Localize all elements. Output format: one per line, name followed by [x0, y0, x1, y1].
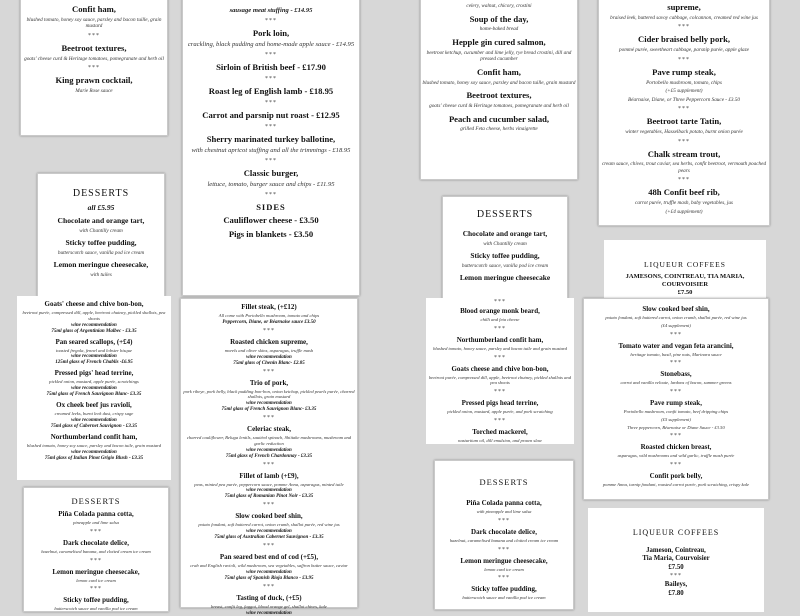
item-desc: peas, minted pea purée, peppercorn sauce, pomme Anna, asparagus, minted tuile: [194, 481, 344, 487]
menu-item: [584, 443, 768, 468]
item-title: Blood orange monk beard,: [460, 307, 540, 315]
separator: ***: [498, 575, 510, 582]
menu-item: [21, 5, 167, 39]
wine-glass: 75ml glass of Italian Pinot Grigio Blush - £3.35: [44, 455, 144, 461]
item-title: Piña Colada panna cotta,: [466, 499, 542, 507]
coffee-price: £7.50: [668, 563, 684, 571]
menu-item: [24, 568, 168, 593]
item-title: Piña Colada panna cotta,: [58, 510, 134, 518]
item-title: Pork loin,: [252, 28, 290, 39]
menu-item: [181, 512, 357, 549]
wine-recommendation: wine recommendation: [246, 529, 292, 535]
menu-item: [599, 188, 769, 215]
menu-card-mains-centre: [426, 298, 574, 444]
item-desc: blushed tomato, honey soy sauce, parsley and bacon tuille, grain mustard: [422, 79, 576, 86]
item-title: Sirloin of British beef - £17.90: [216, 62, 326, 73]
item-title: Cider braised belly pork,: [638, 34, 730, 45]
wine-recommendation: wine recommendation: [71, 386, 117, 392]
item-title: Lemon meringue cheesecake,: [53, 260, 149, 270]
menu-item: [17, 401, 171, 429]
separator: ***: [263, 415, 275, 422]
item-supplement: (+£5 supplement): [665, 88, 703, 95]
item-title: Soup of the day,: [469, 13, 529, 24]
menu-item: [435, 499, 573, 524]
item-title: Slow cooked beef shin,: [642, 305, 710, 313]
menu-item: [443, 274, 567, 283]
separator: ***: [263, 368, 275, 375]
separator: ***: [498, 546, 510, 553]
item-title: Chalk stream trout,: [647, 148, 721, 159]
wine-glass: 75ml glass of Romanian Pinot Noir - £3.35: [224, 494, 314, 500]
separator: ***: [265, 123, 277, 130]
wine-glass: 75ml glass of French Sauvignon Blanc- £3.35: [221, 407, 317, 413]
item-desc: nasturtium oil, dill emulsion, and prawn slaw: [458, 437, 542, 443]
separator: ***: [88, 65, 100, 72]
separator: ***: [263, 543, 275, 550]
item-title: Pressed pigs head terrine,: [461, 399, 539, 408]
wine-glass: 75ml glass of Cabernet Sauvignon - £3.35: [50, 423, 138, 429]
item-title: Pressed pigs' head terrine,: [54, 369, 134, 378]
item-desc: charred cauliflower, Beluga lentils, sautéed spinach, Shiitake mushrooms, mushroom and garlic reduction: [186, 435, 352, 446]
separator: ***: [494, 389, 506, 396]
menu-item: [24, 596, 168, 612]
separator: ***: [670, 360, 682, 367]
item-desc: carrot and vanilla veloute, lardons of bacon, summer greens: [620, 380, 732, 386]
item-desc: with tuiles: [90, 272, 112, 279]
wine-glass: 75ml glass of Chenin Blanc- £2.85: [233, 360, 305, 366]
item-title: Fillet of lamb (+£9),: [239, 471, 299, 480]
item-desc: potato fondant, soft buttered carrot, onion crumb, shallot purée, red wine jus: [605, 315, 747, 321]
menu-item: [584, 399, 768, 439]
item-title: Roasted chicken breast,: [640, 443, 712, 452]
menu-card-mains-right: [598, 0, 770, 226]
wine-recommendation: wine recommendation: [71, 417, 117, 423]
item-title: King prawn cocktail,: [55, 75, 133, 86]
separator: ***: [670, 573, 682, 580]
wine-glass: 75ml glass of French Sauvignon Blanc- £3.35: [46, 392, 142, 398]
item-desc: creamed leeks, burnt leek dust, crispy sage: [54, 411, 134, 417]
item-desc: butterscotch sauce and vanilla pod ice cream: [54, 606, 138, 612]
separator: ***: [263, 327, 275, 334]
item-title: Lemon meringue cheesecake: [459, 273, 551, 283]
menu-card-starters-left: [20, 0, 168, 136]
item-desc: blushed tomato, honey soy sauce, parsley and bacon tuile, grain mustard: [26, 442, 162, 448]
item-desc: winter vegetables, Hasselback potato, burnt onion purée: [625, 129, 743, 135]
item-title: Pan seared best end of cod (+£5),: [219, 553, 319, 562]
separator: ***: [494, 417, 506, 424]
wine-recommendation: wine recommendation: [246, 488, 292, 494]
menu-item: [181, 472, 357, 509]
separator: ***: [90, 586, 102, 593]
item-desc: pomme Anna, turnip fondant, roasted carrot purée, pork scratching, crispy kale: [602, 482, 750, 488]
item-desc: pickled onion, mustard, apple purée, and pork scratching: [447, 409, 553, 415]
wine-glass: 75ml glass of Argentinian Malbec - £3.35: [51, 328, 137, 334]
separator: ***: [678, 138, 690, 145]
menu-item: [183, 135, 359, 164]
item-desc: carrot purée, truffle mash, baby vegetables, jus: [635, 200, 733, 207]
item-desc: toasted fregola, fennel and lobster bisque: [55, 347, 133, 353]
separator: ***: [265, 52, 277, 59]
wine-recommendation: wine recommendation: [246, 610, 292, 616]
menu-item: [443, 230, 567, 247]
item-title: Lemon meringue cheesecake,: [460, 556, 548, 565]
item-title: Goats cheese and chive bon-bon,: [451, 364, 549, 373]
separator: ***: [90, 557, 102, 564]
menu-item: [17, 338, 171, 366]
item-desc: Portobello mushroom, confit tomato, beef dripping chips: [623, 409, 729, 415]
item-title: Beetroot tarte Tatin,: [646, 116, 722, 127]
side-item: Pigs in blankets - £3.50: [228, 229, 314, 240]
separator: ***: [265, 76, 277, 83]
item-title: Sticky toffee pudding,: [63, 596, 129, 605]
separator: ***: [678, 177, 690, 184]
menu-card-desserts-bottom-left: [23, 487, 169, 612]
menu-item: [181, 379, 357, 422]
item-desc: with Chantilly cream: [79, 227, 123, 234]
item-desc: with Chantilly cream: [483, 240, 527, 247]
item-title: Celeriac steak,: [247, 425, 291, 434]
item-title: Sticky toffee pudding,: [65, 238, 137, 248]
item-title: Peach and cucumber salad,: [448, 113, 550, 124]
item-title: Hepple gin cured salmon,: [452, 36, 546, 47]
item-title: Torched mackerel,: [472, 427, 528, 436]
item-title: Pave rump steak,: [652, 66, 716, 77]
item-desc: pommé purée, sweetheart cabbage, parsnip purée, apple glaze: [619, 47, 749, 54]
item-desc: lemon curd ice cream: [484, 566, 524, 572]
menu-item: [435, 585, 573, 601]
item-title: Pan seared scallops, (+£4): [55, 337, 133, 346]
item-title: Chocolate and orange tart,: [57, 216, 145, 225]
item-desc: breast, confit leg, faggot, blood orange gel, shallot chives, kale: [211, 603, 327, 609]
item-desc: lemon curd ice cream: [76, 577, 116, 583]
menu-card-desserts-centre: [442, 196, 568, 302]
item-title: supreme,: [667, 2, 701, 12]
menu-item: [421, 38, 577, 63]
wine-recommendation: wine recommendation: [71, 449, 117, 455]
wine-recommendation: wine recommendation: [71, 354, 117, 360]
item-title: Tomato water and vegan feta arancini,: [618, 341, 734, 350]
menu-item: [599, 35, 769, 62]
menu-item: [181, 338, 357, 375]
menu-item: [183, 169, 359, 198]
item-supplement: (£5 supplement): [661, 416, 691, 422]
menu-card-liqueur-coffees-top: [604, 240, 766, 300]
item-title: Sticky toffee pudding,: [470, 251, 540, 261]
item-desc: blushed tomato, honey sauce, parsley and bacon tuile and grain mustard: [433, 345, 567, 351]
menu-item: [24, 539, 168, 564]
baileys-label: Baileys,: [664, 581, 688, 589]
item-desc: goats' cheese curd & Heritage tomatoes, pomegranate and herb oil: [429, 103, 569, 109]
menu-item: [584, 472, 768, 488]
menu-item: [17, 369, 171, 397]
menu-item: [599, 117, 769, 144]
menu-item: [435, 528, 573, 553]
menu-item: [181, 303, 357, 334]
separator: ***: [263, 502, 275, 509]
item-title: Goats' cheese and chive bon-bon,: [44, 300, 144, 308]
menu-card-starters-wine: [17, 296, 171, 480]
wine-recommendation: wine recommendation: [71, 322, 117, 328]
item-desc: asparagus, wild mushrooms and wild garlic, truffle mash purée: [617, 453, 735, 459]
side-item: Cauliflower cheese - £3.50: [223, 215, 319, 226]
menu-item: [421, 91, 577, 109]
item-desc: pineapple and lime salsa: [73, 520, 119, 526]
wine-recommendation: wine recommendation: [246, 354, 292, 360]
menu-item: [584, 342, 768, 367]
item-desc: hazelnut, caramelised banana, and clotted cream ice cream: [41, 548, 151, 554]
item-title: Confit ham,: [477, 66, 521, 77]
menu-item: [584, 370, 768, 395]
item-desc: with chestnut apricot stuffing and all the trimmings - £18.95: [191, 146, 351, 154]
item-title: Northumberland confit ham,: [50, 432, 138, 441]
item-desc: morels and oliver skins, asparagus, truffle mash: [224, 347, 314, 353]
item-desc: beetroot purée, compressed dill, apple, beetroot chutney, pickled shallots and pea shoots: [429, 374, 571, 386]
item-desc: grilled Feta cheese, herbs vinaigrette: [460, 126, 538, 133]
item-desc: lettuce, tomato, burger sauce and chips - £11.95: [207, 180, 335, 188]
item-title: Pave rump steak,: [650, 399, 702, 408]
menu-item: [181, 553, 357, 590]
coffee-names-line1: Jameson, Cointreau,: [646, 547, 706, 554]
item-desc: heritage tomato, basil, pine nuts, Marinara sauce: [630, 351, 722, 357]
menu-item: [426, 428, 574, 444]
menu-item: [17, 300, 171, 334]
section-header: LIQUEUR COFFEES: [632, 528, 720, 537]
item-desc: goats' cheese curd & Heritage tomatoes, pomegranate and herb oil: [24, 55, 164, 62]
menu-item: [24, 510, 168, 535]
item-desc: blushed tomato, honey soy sauce, parsley and bacon tuille, grain mustard: [26, 16, 162, 30]
item-desc: with pineapple and lime salsa: [476, 509, 532, 515]
section-header: DESSERTS: [479, 477, 529, 487]
separator: ***: [670, 389, 682, 396]
item-desc: crackling, black pudding and home-made apple sauce - £14.95: [187, 41, 355, 49]
coffee-names: JAMESONS, COINTREAU, TIA MARIA, COURVOISIER: [625, 273, 745, 289]
item-desc: celery, walnut, chicory, crostini: [466, 3, 532, 9]
menu-item: [426, 336, 574, 361]
item-title: Northumberland confit ham,: [456, 335, 544, 344]
item-supplement: (£4 supplement): [661, 322, 691, 328]
item-supplement: (+£4 supplement): [665, 208, 703, 215]
menu-item: [21, 44, 167, 71]
item-desc: beetroot ketchup, cucumber and lime jelly, rye bread crostini, dill and pressed cucumber: [426, 49, 572, 63]
separator: ***: [678, 56, 690, 63]
item-desc: butterscotch sauce, vanilla pod ice cream: [57, 249, 145, 256]
item-title: Carrot and parsnip nut roast - £12.95: [202, 110, 340, 121]
item-desc: beetroot purée, compressed dill, apple, beetroot chutney, pickled shallots, pea shoots: [22, 310, 166, 321]
section-subheader: all £5.95: [87, 203, 115, 212]
wine-glass: 125ml glass of French Chablis -£6.95: [55, 360, 133, 366]
menu-item: [599, 68, 769, 112]
menu-item: [435, 557, 573, 582]
menu-card-desserts-left: [37, 173, 165, 297]
separator: ***: [88, 32, 100, 39]
item-desc: pork ribeye, pork belly, black pudding bon-bon, onion ketchup, pickled pearls purée, charred shallots, grain mustard: [183, 388, 355, 400]
separator: ***: [670, 433, 682, 440]
separator: ***: [494, 299, 506, 305]
item-title: Slow cooked beef shin,: [235, 512, 303, 521]
item-desc: Portobello mushroom, tomato, chips: [646, 79, 722, 86]
item-desc: cream sauce, chives, trout caviar, sea herbs, confit beetroot, vermouth poached pears: [601, 161, 767, 174]
item-title: 48h Confit beef rib,: [648, 187, 720, 198]
menu-item: [426, 399, 574, 424]
coffee-names-line2: Tia Maria, Courvoisier: [642, 555, 710, 563]
separator: ***: [670, 331, 682, 338]
baileys-price: £7.80: [668, 589, 684, 597]
menu-item: [183, 29, 359, 58]
item-sauce: Peppercorn, Diane, or Béarnaise sauce £3.50: [222, 319, 316, 325]
menu-item: [443, 252, 567, 269]
menu-item: [17, 433, 171, 461]
section-header: DESSERTS: [71, 496, 121, 506]
item-title: Confit pork belly,: [649, 472, 703, 481]
item-sauce: Béarnaise, Diane, or Three Peppercorn Sauce - £3.50: [628, 96, 740, 103]
item-desc: butterscotch sauce, vanilla pod ice cream: [461, 262, 549, 269]
separator: ***: [670, 462, 682, 469]
item-sauce: Three peppercorn, Béarnaise or Diane Sauce - £3.50: [627, 424, 725, 430]
menu-item: [426, 307, 574, 332]
item-title: Classic burger,: [243, 168, 299, 179]
menu-card-starters-centre: [420, 0, 578, 180]
item-title: Stonebass,: [660, 370, 692, 379]
menu-card-desserts-bottom-centre: [434, 460, 574, 610]
item-title: Ox cheek beef jus ravioli,: [56, 401, 132, 410]
wine-glass: 75ml glass of French Chardonnay - £3.35: [225, 453, 313, 459]
separator: ***: [265, 100, 277, 107]
separator: ***: [265, 192, 277, 199]
wine-glass: 75ml glass of Spanish Rioja Blanco - £3.95: [224, 575, 314, 581]
item-title: Beetroot textures,: [466, 90, 532, 101]
menu-item: [181, 425, 357, 468]
item-title: Lemon meringue cheesecake,: [52, 567, 140, 576]
item-desc: chilli and feta cheese: [480, 317, 520, 323]
menu-item: [421, 115, 577, 133]
item-title: Sticky toffee pudding,: [471, 585, 537, 594]
item-title: Dark chocolate delice,: [471, 527, 537, 536]
coffee-price: £7.50: [677, 289, 693, 297]
section-header: LIQUEUR COFFEES: [644, 260, 726, 269]
separator: ***: [90, 528, 102, 535]
item-desc: All come with Portobello mushroom, tomato and chips: [218, 313, 320, 319]
item-title: Beetroot textures,: [61, 42, 127, 53]
item-title: Chocolate and orange tart,: [462, 229, 548, 238]
item-title: Confit ham,: [72, 4, 116, 14]
menu-item: [38, 239, 164, 256]
menu-item: [183, 87, 359, 106]
item-title: Roast leg of English lamb - £18.95: [208, 86, 334, 97]
menu-item: [426, 365, 574, 396]
section-header: SIDES: [256, 202, 286, 213]
menu-item: [183, 111, 359, 130]
item-desc: sausage meat stuffing - £14.95: [229, 7, 313, 14]
section-header: DESSERTS: [476, 209, 534, 220]
item-desc: pickled onion, mustard, apple purée, scratchings: [49, 379, 139, 385]
wine-recommendation: wine recommendation: [246, 569, 292, 575]
item-desc: crab and English ravioli, wild mushroom, sea vegetables, saffron butter sauce, caviar: [190, 563, 348, 569]
menu-card-liqueur-coffees-bottom: [588, 508, 764, 612]
menu-item: [38, 261, 164, 278]
item-title: Dark chocolate delice,: [63, 538, 129, 547]
item-title: Trio of pork,: [249, 378, 289, 387]
item-desc: butterscotch sauce and vanilla pod ice cream: [462, 595, 546, 601]
menu-card-roasts: [182, 0, 360, 296]
menu-card-mains-wine: [180, 298, 358, 616]
menu-item: [599, 150, 769, 184]
separator: ***: [494, 325, 506, 332]
item-desc: braised leek, buttered savoy cabbage, colcannon, creamed red wine jus: [610, 14, 758, 21]
separator: ***: [263, 461, 275, 468]
menu-item: [181, 594, 357, 616]
separator: ***: [678, 106, 690, 113]
separator: ***: [498, 517, 510, 524]
menu-item: [584, 305, 768, 338]
menu-card-mains-right-bottom: [583, 298, 769, 500]
item-desc: hazelnut, caramelised banana and clotted cream ice cream: [449, 537, 559, 543]
menu-item: [38, 217, 164, 234]
separator: ***: [265, 18, 277, 25]
wine-glass: 75ml glass of Australian Cabernet Sauvignon - £3.35: [214, 535, 324, 541]
separator: ***: [265, 158, 277, 165]
separator: ***: [678, 24, 690, 31]
item-desc: home-baked bread: [479, 26, 519, 33]
wine-recommendation: wine recommendation: [246, 401, 292, 407]
item-title: Roasted chicken supreme,: [230, 337, 308, 346]
item-title: Tasting of duck, (+£5): [236, 593, 302, 602]
item-title: Sherry marinated turkey ballotine,: [206, 133, 336, 144]
menu-item: [421, 15, 577, 33]
separator: ***: [494, 354, 506, 361]
separator: ***: [263, 583, 275, 590]
item-desc: Marie Rose sauce: [75, 88, 113, 95]
section-header: DESSERTS: [72, 188, 130, 199]
menu-item: [21, 76, 167, 94]
menu-item: [183, 63, 359, 82]
item-title: Fillet steak, (+£12): [241, 303, 297, 311]
menu-item: [421, 68, 577, 86]
wine-recommendation: wine recommendation: [246, 447, 292, 453]
item-desc: potato fondant, soft buttered carrot, onion crumb, shallot purée, red wine jus: [198, 522, 340, 528]
